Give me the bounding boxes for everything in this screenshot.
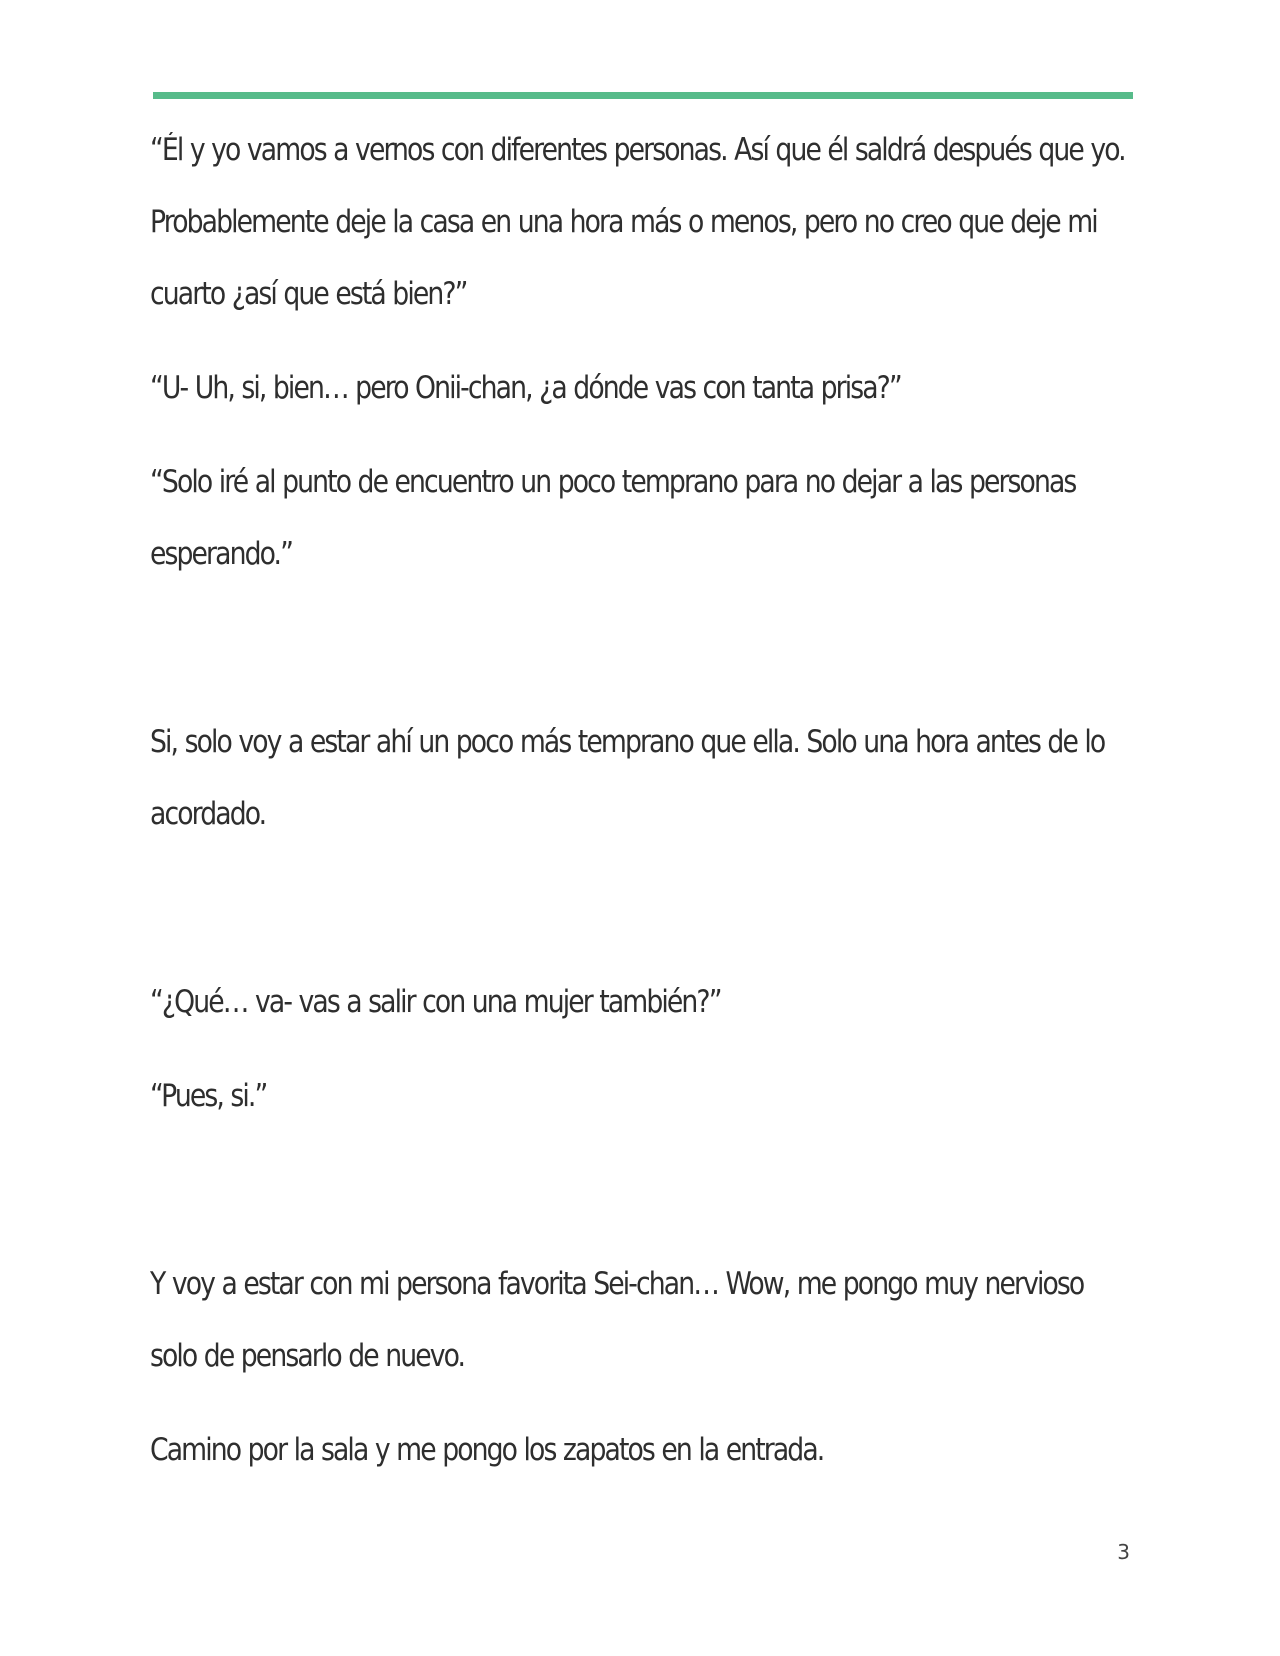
top-accent-rule — [153, 92, 1133, 99]
document-body — [150, 114, 1135, 1486]
paragraph-spacer — [150, 330, 1135, 352]
paragraph-7: Y voy a estar con mi persona favorita Sei-chan… Wow, me pongo muy nervioso solo de pensarlo de nuevo. — [150, 1266, 1084, 1374]
paragraph-2: “U- Uh, si, bien… pero Onii-chan, ¿a dónde vas con tanta prisa?” — [150, 370, 901, 406]
paragraph-5: “¿Qué… va- vas a salir con una mujer también?” — [150, 984, 721, 1020]
section-spacer — [150, 590, 1135, 706]
page-number: 3 — [1117, 1540, 1130, 1564]
paragraph-spacer — [150, 1392, 1135, 1414]
paragraph-spacer — [150, 424, 1135, 446]
section-spacer — [150, 850, 1135, 966]
paragraph-spacer — [150, 1038, 1135, 1060]
paragraph-6: “Pues, si.” — [150, 1078, 267, 1114]
paragraph-4: Si, solo voy a estar ahí un poco más temprano que ella. Solo una hora antes de lo acordado. — [150, 724, 1105, 832]
paragraph-8: Camino por la sala y me pongo los zapatos en la entrada. — [150, 1432, 824, 1468]
paragraph-1: “Él y yo vamos a vernos con diferentes personas. Así que él saldrá después que yo. Probablemente deje la casa en una hora más o menos, pero no creo que deje mi cuarto ¿así que está bien?” — [150, 132, 1125, 312]
paragraph-3: “Solo iré al punto de encuentro un poco temprano para no dejar a las personas esperando.” — [150, 464, 1076, 572]
section-spacer — [150, 1132, 1135, 1248]
